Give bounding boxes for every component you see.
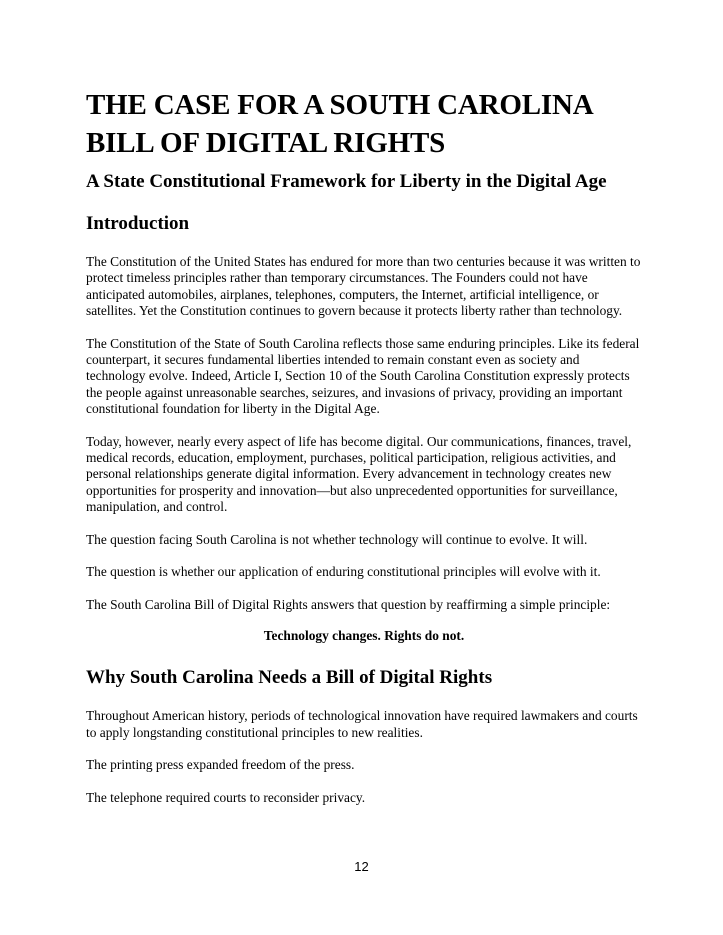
intro-paragraph-3: Today, however, nearly every aspect of life has become digital. Our communications, finances, travel, medical records, education, employment, purchases, political participation, religious activities, and personal relationships generate digital information. Every advancement in technology creates new opportunities for prosperity and innovation—but also unprecedented opportunities for surveillance, manipulation, and control. xyxy=(86,433,632,515)
intro-paragraph-4: The question facing South Carolina is not whether technology will continue to evolve. It will. xyxy=(86,531,588,547)
why-paragraph-2: The printing press expanded freedom of the press. xyxy=(86,757,355,773)
why-paragraph-1: Throughout American history, periods of technological innovation have required lawmakers and courts to apply longstanding constitutional principles to new realities. xyxy=(86,708,638,740)
document-page xyxy=(86,86,642,806)
introduction-heading: Introduction xyxy=(86,213,190,234)
page-number: 12 xyxy=(354,859,369,874)
why-paragraph-3: The telephone required courts to reconsider privacy. xyxy=(86,789,366,805)
intro-paragraph-1: The Constitution of the United States has endured for more than two centuries because it was written to protect timeless principles rather than temporary circumstances. The Founders could not have anticipated automobiles, airplanes, telephones, computers, the Internet, artificial intelligence, or satellites. Yet the Constitution continues to govern because it protects liberty rather than technology. xyxy=(86,254,641,319)
principle-statement: Technology changes. Rights do not. xyxy=(263,627,465,643)
intro-paragraph-6: The South Carolina Bill of Digital Rights answers that question by reaffirming a simple principle: xyxy=(86,596,611,612)
intro-paragraph-2: The Constitution of the State of South Carolina reflects those same enduring principles. Like its federal counterpart, it secures fundamental liberties intended to remain constant even as society and technology evolve. Indeed, Article I, Section 10 of the South Carolina Constitution expressly protects the people against unreasonable searches, seizures, and invasions of privacy, providing an important constitutional foundation for liberty in the Digital Age. xyxy=(86,335,640,417)
intro-paragraph-5: The question is whether our application of enduring constitutional principles will evolve with it. xyxy=(86,564,601,580)
document-title: THE CASE FOR A SOUTH CAROLINA BILL OF DIGITAL RIGHTS xyxy=(86,89,592,159)
document-subtitle: A State Constitutional Framework for Liberty in the Digital Age xyxy=(86,171,607,192)
why-section-heading: Why South Carolina Needs a Bill of Digital Rights xyxy=(86,667,493,689)
